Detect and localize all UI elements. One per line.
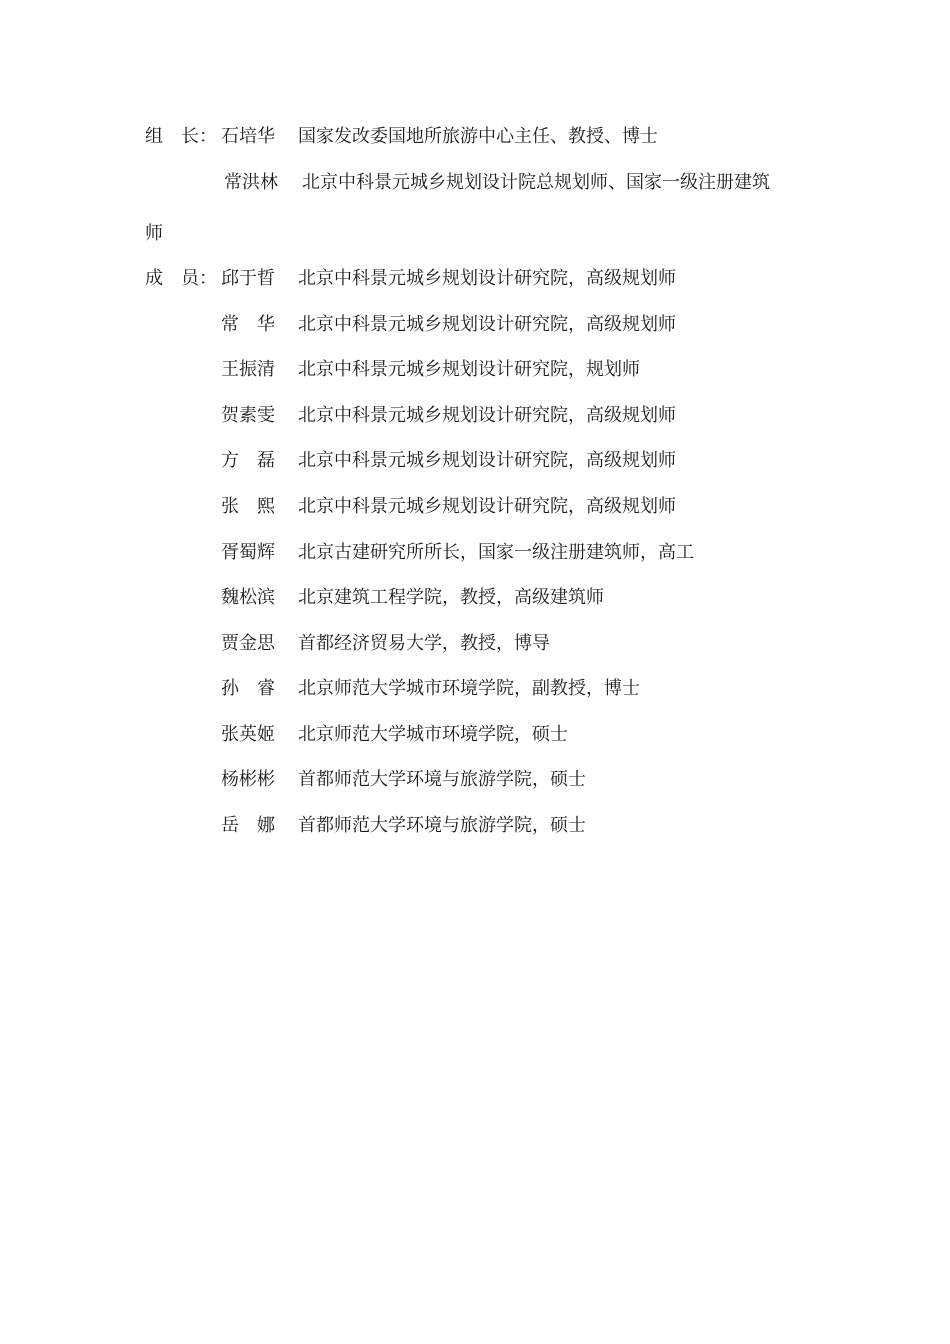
member-name: 张 熙 — [221, 496, 275, 517]
leader-description-wrap: 师 — [145, 223, 163, 244]
member-name: 方 磊 — [221, 450, 275, 471]
member-name: 胥蜀辉 — [221, 542, 275, 563]
member-description: 北京古建研究所所长，国家一级注册建筑师，高工 — [298, 542, 694, 563]
leader-description: 国家发改委国地所旅游中心主任、教授、博士 — [298, 126, 658, 147]
member-name: 常 华 — [221, 314, 275, 335]
member-name: 孙 睿 — [221, 678, 275, 699]
leader-name: 石培华 — [221, 126, 275, 147]
member-description: 北京中科景元城乡规划设计研究院，高级规划师 — [298, 450, 676, 471]
member-name: 张英姬 — [221, 724, 275, 745]
member-name: 贾金思 — [221, 633, 275, 654]
leader-description: 北京中科景元城乡规划设计院总规划师、国家一级注册建筑 — [302, 172, 770, 193]
member-description: 北京建筑工程学院，教授，高级建筑师 — [298, 587, 604, 608]
member-role-label: 成 员： — [145, 268, 217, 289]
member-name: 邱于晢 — [221, 268, 275, 289]
member-name: 王振清 — [221, 359, 275, 380]
member-description: 北京中科景元城乡规划设计研究院，高级规划师 — [298, 496, 676, 517]
member-description: 北京中科景元城乡规划设计研究院，高级规划师 — [298, 314, 676, 335]
member-description: 首都师范大学环境与旅游学院，硕士 — [298, 815, 586, 836]
member-description: 北京师范大学城市环境学院，硕士 — [298, 724, 568, 745]
member-name: 贺素雯 — [221, 405, 275, 426]
member-description: 北京师范大学城市环境学院，副教授，博士 — [298, 678, 640, 699]
member-description: 北京中科景元城乡规划设计研究院，高级规划师 — [298, 268, 676, 289]
member-description: 北京中科景元城乡规划设计研究院，规划师 — [298, 359, 640, 380]
member-description: 北京中科景元城乡规划设计研究院，高级规划师 — [298, 405, 676, 426]
leader-role-label: 组 长： — [145, 126, 217, 147]
member-name: 魏松滨 — [221, 587, 275, 608]
member-description: 首都经济贸易大学，教授，博导 — [298, 633, 550, 654]
leader-name: 常洪林 — [224, 172, 278, 193]
member-description: 首都师范大学环境与旅游学院，硕士 — [298, 769, 586, 790]
member-name: 杨彬彬 — [221, 769, 275, 790]
member-name: 岳 娜 — [221, 815, 275, 836]
